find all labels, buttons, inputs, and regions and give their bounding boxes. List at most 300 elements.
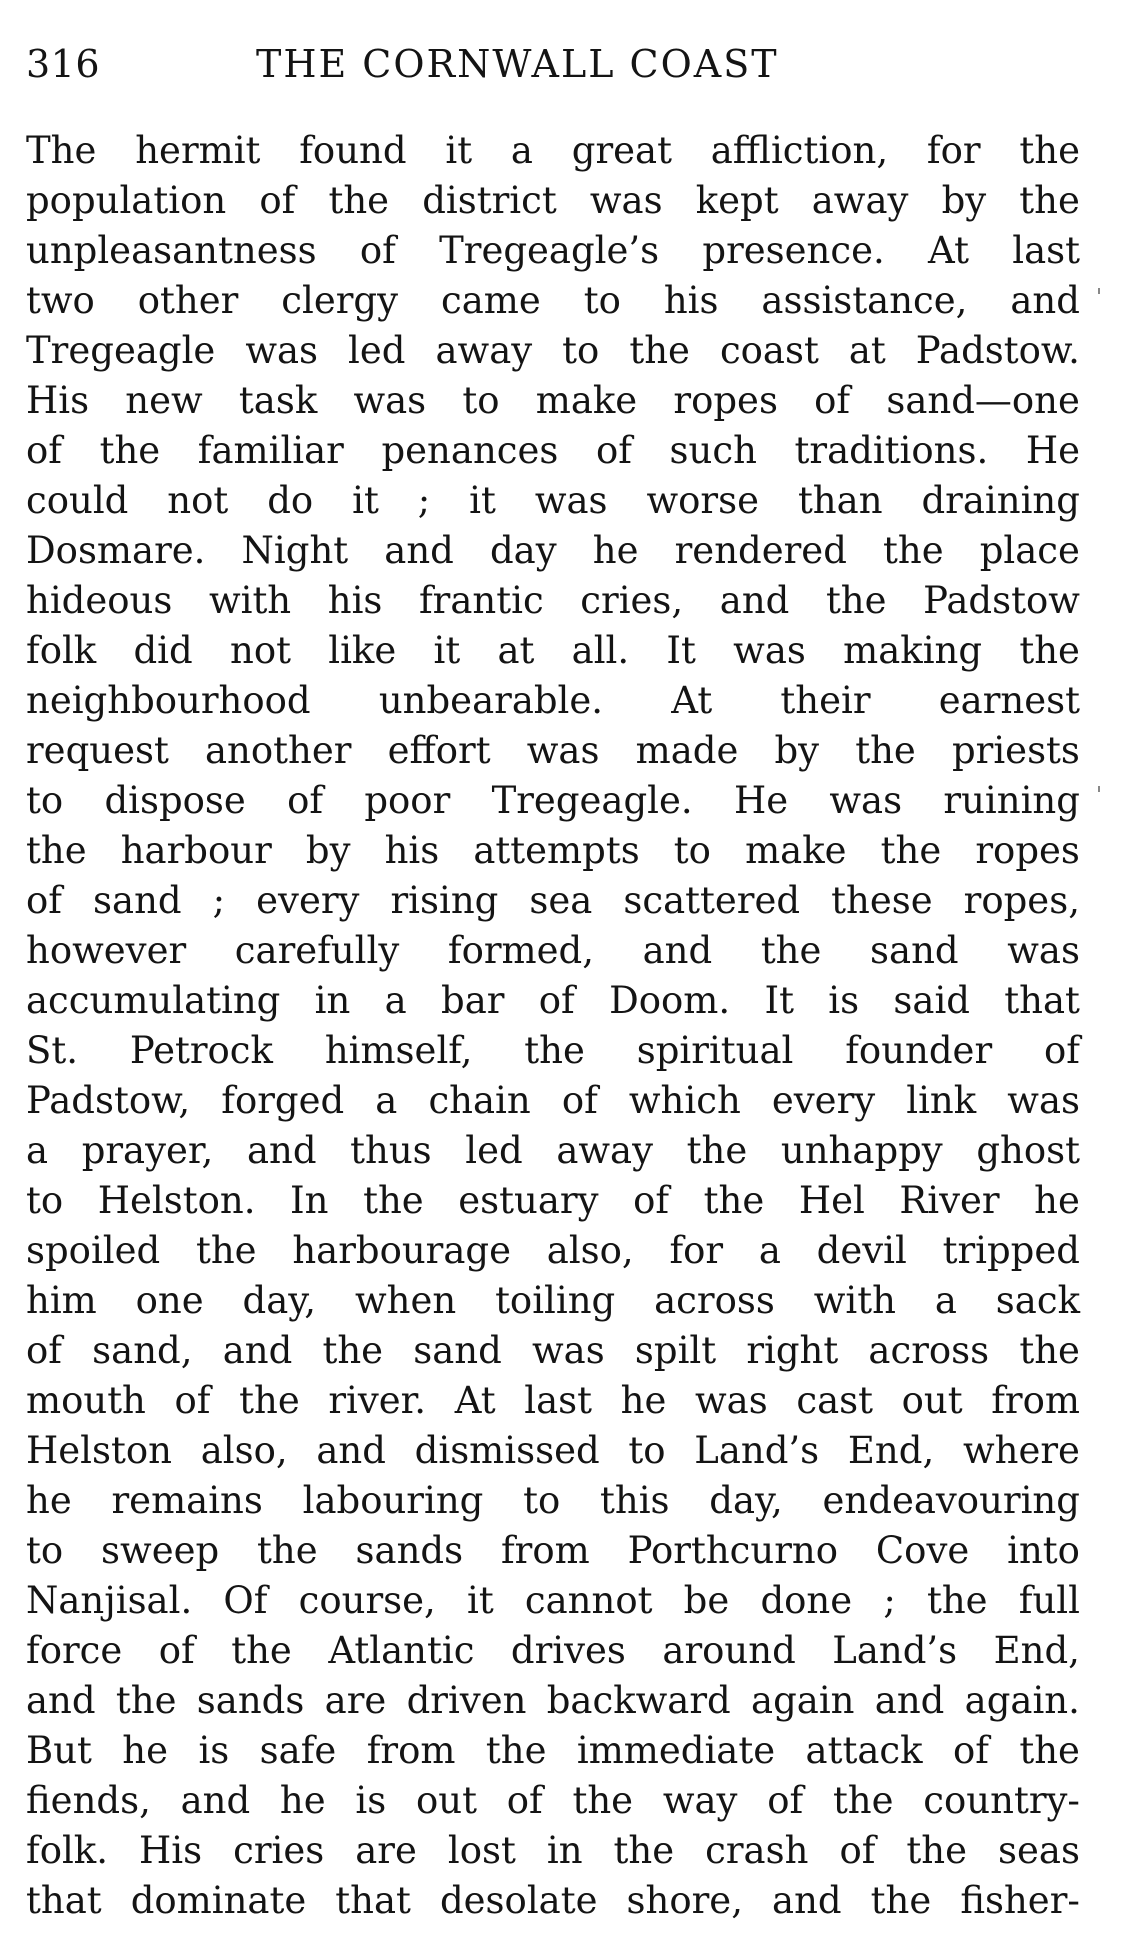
word: district [422,179,557,222]
word: the [825,579,887,622]
word: Padstow [923,579,1080,622]
word: poor [364,779,451,822]
text-line [26,1876,1080,1926]
word: penances [381,429,559,472]
word: Hel [798,1179,865,1222]
text-line [26,326,1080,376]
word: out [901,1379,963,1422]
word: and [719,579,790,622]
word: is [828,979,860,1022]
word: was [733,629,806,672]
text-line [26,476,1080,526]
word: force [26,1629,123,1672]
word: of [359,229,396,272]
word: the [1019,629,1080,672]
word: founder [845,1029,993,1072]
word: At [928,229,969,272]
word: he [279,1779,326,1822]
word: was [534,479,608,522]
word: chain [428,1079,531,1122]
word: to [26,1529,64,1572]
word: again. [964,1679,1080,1722]
word: are [355,1829,417,1872]
word: unpleasantness [26,229,317,272]
word: Night [241,529,349,572]
word: He [1025,429,1080,472]
word: Tregeagle [26,329,216,372]
word: draining [921,479,1080,522]
word: End, [847,1429,935,1472]
word: to [583,279,621,322]
word: he [592,529,639,572]
text-line [26,876,1080,926]
text-line [26,1326,1080,1376]
word: made [635,729,739,772]
text-line [26,1576,1080,1626]
word: endeavouring [822,1479,1080,1522]
word: sand, [92,1329,193,1372]
word: Land’s [832,1629,958,1672]
word: like [328,629,397,672]
word: the [1019,179,1080,222]
word: Tregeagle’s [439,229,660,272]
word: by [774,729,820,772]
word: was [532,1329,605,1372]
word: desolate [439,1879,598,1922]
word: harbour [120,829,272,872]
word: His [139,1829,203,1872]
text-line [26,1676,1080,1726]
word: this [600,1479,670,1522]
word: seas [998,1829,1080,1872]
word: are [324,1679,387,1722]
word: cast [796,1379,873,1422]
word: all. [571,629,630,672]
word: immediate [576,1729,776,1772]
word: cries, [580,579,684,622]
text-line [26,1776,1080,1826]
text-line [26,676,1080,726]
word: is [355,1779,387,1822]
text-line [26,526,1080,576]
word: earnest [938,679,1080,722]
word: familiar [197,429,344,472]
word: across [654,1279,775,1322]
word: make [535,379,638,422]
word: sea [529,879,593,922]
word: Petrock [129,1029,273,1072]
word: spiritual [636,1029,794,1072]
word: tripped [942,1229,1080,1272]
word: link [906,1079,977,1122]
word: that [26,1879,102,1922]
word: prayer, [81,1129,214,1172]
word: and [180,1779,251,1822]
word: mouth [26,1379,146,1422]
word: It [666,629,696,672]
running-head [26,34,1080,94]
text-line [26,1226,1080,1276]
word: In [290,1179,329,1222]
word: ropes [673,379,778,422]
text-line [26,376,1080,426]
word: to [26,1179,64,1222]
word: and [316,1429,386,1472]
word: the [99,429,161,472]
word: Padstow. [915,329,1080,372]
word: it [352,479,379,522]
word: which [628,1079,741,1122]
word: new [125,379,203,422]
word: the [485,1729,547,1772]
word: the [870,1879,932,1922]
word: it [445,129,473,172]
word: country- [923,1779,1080,1822]
word: the [195,1229,257,1272]
word: Atlantic [328,1629,475,1672]
word: making [843,629,983,672]
word: Dosmare. [26,529,206,572]
word: for [926,129,981,172]
word: it [466,1579,494,1622]
word: sack [995,1279,1080,1322]
text-line [26,826,1080,876]
word: attempts [473,829,640,872]
word: Of [223,1579,268,1622]
word: the [363,1179,424,1222]
word: Padstow, [26,1079,191,1122]
word: that [1004,979,1080,1022]
word: with [813,1279,896,1322]
word: spoiled [26,1229,161,1272]
word: the [231,1629,292,1672]
word: that [335,1879,411,1922]
word: the [613,1829,675,1872]
word: and [1010,279,1080,322]
word: of [952,1729,989,1772]
word: of [26,429,62,472]
word: and [26,1679,96,1722]
text-line [26,226,1080,276]
word: folk [26,629,97,672]
word: estuary [458,1179,599,1222]
word: was [829,779,903,822]
word: by [941,179,987,222]
word: dismissed [414,1429,600,1472]
word: scattered [623,879,801,922]
word: the [686,1129,748,1172]
word: the [1019,129,1080,172]
word: in [314,979,351,1022]
word: the [257,1529,318,1572]
word: from [500,1529,590,1572]
word: came [440,279,541,322]
word: his [384,829,440,872]
word: a [934,1279,957,1322]
word: with [208,579,292,622]
word: remains [111,1479,263,1522]
text-line [26,726,1080,776]
text-line [26,1826,1080,1876]
word: he [1034,1179,1080,1222]
word: harbourage [292,1229,512,1272]
word: do [267,479,314,522]
word: and [874,1679,945,1722]
word: rendered [674,529,847,572]
word: dispose [104,779,246,822]
word: around [662,1629,796,1672]
word: Cove [875,1529,970,1572]
text-line [26,1476,1080,1526]
word: was [1007,1079,1080,1122]
word: his [663,279,719,322]
word: Tregeagle. [491,779,693,822]
body-text [26,126,1080,1926]
word: also, [546,1229,634,1272]
word: was [353,379,427,422]
word: the [880,829,942,872]
word: the [328,179,390,222]
word: of [595,429,632,472]
word: The [26,129,97,172]
word: Helston [26,1429,172,1472]
word: hermit [135,129,261,172]
text-line [26,926,1080,976]
word: right [746,1329,839,1372]
word: was [695,1379,768,1422]
text-line [26,1626,1080,1676]
word: devil [816,1229,907,1272]
word: fiends, [26,1779,151,1822]
word: and [772,1879,842,1922]
word: the [1019,1729,1080,1772]
word: But [26,1729,92,1772]
word: sand—one [886,379,1080,422]
word: by [305,829,351,872]
word: presence. [702,229,885,272]
word: dominate [130,1879,307,1922]
word: of [506,1779,543,1822]
word: could [26,479,129,522]
word: effort [387,729,491,772]
word: forged [221,1079,345,1122]
word: ; [417,479,431,522]
word: every [256,879,360,922]
word: At [671,679,713,722]
word: he [620,1379,667,1422]
word: across [868,1329,990,1372]
word: the [322,1329,384,1372]
word: did [133,629,193,672]
word: of [259,179,296,222]
word: found [299,129,407,172]
word: from [991,1379,1080,1422]
word: lost [447,1829,516,1872]
text-line [26,1026,1080,1076]
word: Nanjisal. [26,1579,193,1622]
word: also, [200,1429,288,1472]
text-line [26,1126,1080,1176]
word: than [797,479,883,522]
word: neighbourhood [26,679,311,722]
word: the [855,729,916,772]
word: rising [390,879,499,922]
word: assistance, [761,279,968,322]
word: worse [646,479,759,522]
text-line [26,1426,1080,1476]
word: He [733,779,789,822]
word: the [115,1679,177,1722]
word: was [589,179,663,222]
word: a [375,1079,398,1122]
word: of [26,879,62,922]
word: the [906,1829,968,1872]
word: of [561,1079,598,1122]
word: At [454,1379,496,1422]
word: the [26,829,87,872]
word: was [526,729,600,772]
word: hideous [26,579,173,622]
word: Porthcurno [627,1529,838,1572]
word: himself, [324,1029,473,1072]
word: ropes, [963,879,1080,922]
word: ; [883,1579,896,1622]
text-line [26,626,1080,676]
word: toiling [495,1279,616,1322]
word: at [848,329,886,372]
word: End, [993,1629,1080,1672]
word: unbearable. [378,679,604,722]
word: of [814,379,851,422]
word: the [239,1379,300,1422]
word: a [384,979,407,1022]
word: and [384,529,454,572]
word: place [979,529,1080,572]
word: away [435,329,533,372]
word: of [287,779,324,822]
word: away [811,179,909,222]
word: sweep [101,1529,220,1572]
word: ruining [943,779,1080,822]
word: was [1007,929,1080,972]
text-line [26,1526,1080,1576]
word: again [751,1679,855,1722]
word: he [122,1729,169,1772]
word: folk. [26,1829,108,1872]
word: and [222,1329,293,1372]
word: to [673,829,711,872]
text-line [26,426,1080,476]
word: ghost [976,1129,1080,1172]
text-line [26,1176,1080,1226]
word: the [703,1179,765,1222]
word: the [1019,1329,1080,1372]
word: a [510,129,533,172]
word: he [26,1479,72,1522]
word: day, [242,1279,317,1322]
word: to [26,779,64,822]
text-line [26,776,1080,826]
word: affliction, [710,129,889,172]
word: full [1018,1579,1080,1622]
word: from [366,1729,456,1772]
word: of [767,1779,804,1822]
word: out [415,1779,477,1822]
word: traditions. [794,429,989,472]
text-line [26,1276,1080,1326]
word: accumulating [26,979,281,1022]
word: labouring [302,1479,484,1522]
word: Doom. [609,979,731,1022]
text-line [26,276,1080,326]
word: driven [406,1679,527,1722]
word: not [167,479,229,522]
word: St. [26,1029,78,1072]
word: into [1007,1529,1080,1572]
word: His [26,379,90,422]
text-line [26,576,1080,626]
word: other [137,279,239,322]
text-line [26,1376,1080,1426]
word: way [662,1779,738,1822]
word: said [893,979,970,1022]
word: safe [259,1729,337,1772]
word: sand [93,879,182,922]
word: Land’s [694,1429,820,1472]
word: led [348,329,406,372]
text-line [26,126,1080,176]
word: sands [196,1679,305,1722]
word: spilt [634,1329,717,1372]
word: to [523,1479,561,1522]
word: his [327,579,383,622]
text-line [26,1076,1080,1126]
word: course, [298,1579,436,1622]
word: It [764,979,794,1022]
word: at [497,629,535,672]
running-title: THE CORNWALL COAST [256,42,779,86]
word: away [556,1129,654,1172]
word: of [158,1629,195,1672]
word: to [562,329,600,372]
word: last [1012,229,1080,272]
word: a [26,1129,49,1172]
word: for [669,1229,724,1272]
word: backward [546,1679,731,1722]
text-line [26,1726,1080,1776]
word: where [962,1429,1080,1472]
word: drives [510,1629,626,1672]
word: their [780,679,871,722]
word: to [462,379,500,422]
word: shore, [626,1879,743,1922]
word: clergy [281,279,399,322]
word: and [246,1129,317,1172]
word: fisher- [960,1879,1080,1922]
word: day [489,529,557,572]
word: every [771,1079,876,1122]
word: not [229,629,291,672]
word: such [669,429,757,472]
word: in [546,1829,583,1872]
word: the [629,329,690,372]
word: crash [705,1829,809,1872]
word: two [26,279,95,322]
margin-mark [1098,786,1100,792]
word: the [926,1579,988,1622]
word: carefully [234,929,400,972]
text-line [26,176,1080,226]
